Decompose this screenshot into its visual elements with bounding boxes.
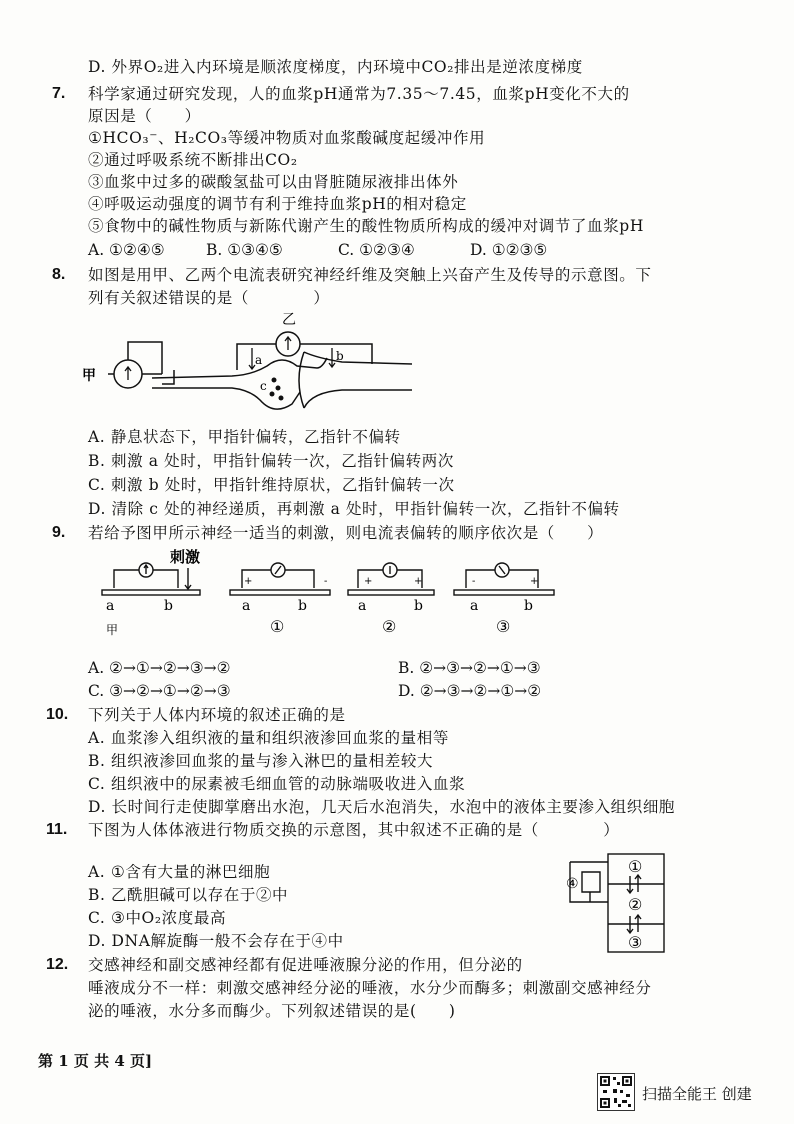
- q11-body-fluid-diagram: [560, 848, 670, 958]
- q9-stem: 若给予图甲所示神经一适当的刺激，则电流表偏转的顺序依次是（ ）: [88, 524, 604, 542]
- q8-option-a: A. 静息状态下，甲指针偏转，乙指针不偏转: [88, 428, 401, 446]
- label-circle2: ②: [382, 617, 397, 636]
- label-b: b: [336, 349, 344, 363]
- svg-text:a: a: [470, 598, 479, 614]
- q11-stem: 下图为人体体液进行物质交换的示意图，其中叙述不正确的是（ ）: [88, 821, 620, 839]
- svg-text:a: a: [358, 598, 367, 614]
- q10-stem: 下列关于人体内环境的叙述正确的是: [88, 706, 346, 724]
- label-yi: 乙: [282, 312, 296, 328]
- q11-option-a: A. ①含有大量的淋巴细胞: [88, 863, 271, 881]
- svg-text:b: b: [524, 598, 533, 614]
- q8-option-b: B. 刺激 a 处时，甲指针偏转一次，乙指针偏转两次: [88, 452, 454, 470]
- q12-line2: 唾液成分不一样：刺激交感神经分泌的唾液，水分少而酶多；刺激副交感神经分: [88, 979, 652, 997]
- q7-number: 7.: [52, 85, 66, 102]
- svg-text:b: b: [414, 598, 423, 614]
- svg-text:b: b: [298, 598, 307, 614]
- q8-stem-line2: 列有关叙述错误的是（ ）: [88, 289, 330, 307]
- svg-text:-: -: [472, 576, 476, 587]
- label-c: c: [260, 379, 267, 393]
- svg-text:-: -: [324, 576, 328, 587]
- qr-code-icon: [597, 1073, 635, 1111]
- q10-option-a: A. 血浆渗入组织液的量和组织液渗回血浆的量相等: [88, 729, 449, 747]
- q9-option-c: C. ③→②→①→②→③: [88, 682, 231, 700]
- q9-galvanometer-diagrams: [92, 546, 562, 638]
- svg-text:+: +: [364, 576, 373, 587]
- q6-option-d: D. 外界O₂进入内环境是顺浓度梯度，内环境中CO₂排出是逆浓度梯度: [88, 58, 583, 76]
- svg-text:+: +: [414, 576, 423, 587]
- circle-4: ④: [566, 876, 579, 892]
- q7-option-c: C. ①②③④: [338, 241, 415, 259]
- label-a: a: [255, 353, 263, 367]
- circle-2: ②: [628, 895, 643, 914]
- q7-option-d: D. ①②③⑤: [470, 241, 548, 259]
- label-b: b: [164, 598, 173, 614]
- q7-item: ①HCO₃⁻、H₂CO₃等缓冲物质对血浆酸碱度起缓冲作用: [88, 129, 486, 147]
- q8-stem-line1: 如图是用甲、乙两个电流表研究神经纤维及突触上兴奋产生及传导的示意图。下: [88, 266, 652, 284]
- circle-3: ③: [628, 933, 643, 952]
- q7-option-b: B. ①③④⑤: [206, 241, 283, 259]
- q9-option-a: A. ②→①→②→③→②: [88, 659, 231, 677]
- q11-option-d: D. DNA解旋酶一般不会存在于④中: [88, 932, 344, 950]
- q9-option-d: D. ②→③→②→①→②: [398, 682, 542, 700]
- svg-text:+: +: [530, 576, 539, 587]
- q12-line3: 泌的唾液，水分多而酶少。下列叙述错误的是( ): [88, 1002, 456, 1020]
- circle-1: ①: [628, 857, 643, 876]
- q10-option-d: D. 长时间行走使脚掌磨出水泡，几天后水泡消失，水泡中的液体主要渗入组织细胞: [88, 798, 676, 816]
- q7-item: ③血浆中过多的碳酸氢盐可以由肾脏随尿液排出体外: [88, 173, 459, 191]
- q7-item: ⑤食物中的碱性物质与新陈代谢产生的酸性物质所构成的缓冲对调节了血浆pH: [88, 217, 644, 235]
- q12-line1: 交感神经和副交感神经都有促进唾液腺分泌的作用，但分泌的: [88, 956, 523, 974]
- q12-number: 12.: [46, 956, 69, 973]
- q7-option-a: A. ①②④⑤: [88, 241, 165, 259]
- q11-option-c: C. ③中O₂浓度最高: [88, 909, 227, 927]
- q8-option-d: D. 清除 c 处的神经递质，再刺激 a 处时，甲指针偏转一次，乙指针不偏转: [88, 500, 620, 518]
- scanner-watermark: 扫描全能王 创建: [642, 1085, 752, 1103]
- q8-number: 8.: [52, 266, 66, 283]
- q7-item: ④呼吸运动强度的调节有利于维持血浆pH的相对稳定: [88, 195, 467, 213]
- q9-option-b: B. ②→③→②→①→③: [398, 659, 541, 677]
- q8-option-c: C. 刺激 b 处时，甲指针维持原状，乙指针偏转一次: [88, 476, 455, 494]
- page-footer: 第 1 页 共 4 页]: [38, 1052, 153, 1070]
- svg-text:+: +: [244, 576, 253, 587]
- q7-stem-line2: 原因是（ ）: [88, 107, 201, 125]
- svg-text:a: a: [242, 598, 251, 614]
- stimulus-label: 刺激: [170, 548, 201, 566]
- label-circle1: ①: [270, 617, 285, 636]
- label-a: a: [106, 598, 115, 614]
- q11-option-b: B. 乙酰胆碱可以存在于②中: [88, 886, 289, 904]
- q7-item: ②通过呼吸系统不断排出CO₂: [88, 151, 298, 169]
- q11-number: 11.: [46, 821, 68, 838]
- q10-option-c: C. 组织液中的尿素被毛细血管的动脉端吸收进入血浆: [88, 775, 466, 793]
- q9-number: 9.: [52, 524, 66, 541]
- q7-stem-line1: 科学家通过研究发现，人的血浆pH通常为7.35～7.45，血浆pH变化不大的: [88, 85, 630, 103]
- label-jia: 甲: [106, 623, 119, 637]
- q10-number: 10.: [46, 706, 69, 723]
- q8-neuron-diagram: [82, 308, 412, 420]
- q10-option-b: B. 组织液渗回血浆的量与渗入淋巴的量相差较大: [88, 752, 434, 770]
- label-jia: 甲: [82, 368, 96, 384]
- label-circle3: ③: [496, 617, 511, 636]
